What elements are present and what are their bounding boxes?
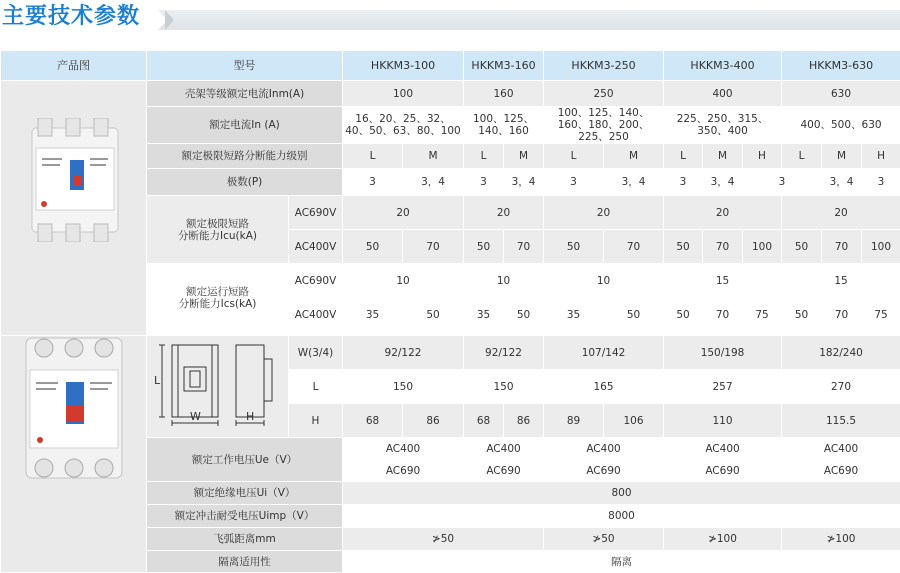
table-cell: 100、125、140、160	[464, 107, 544, 144]
ics-ac400-label: AC400V	[289, 298, 343, 332]
icu-ac400-label: AC400V	[289, 230, 343, 264]
table-cell: 3	[464, 169, 504, 196]
table-cell: AC400	[464, 438, 544, 460]
table-cell: 100、125、140、160、180、200、225、250	[544, 107, 664, 144]
table-cell: AC690	[782, 460, 900, 482]
table-cell: 20	[664, 196, 782, 230]
table-cell: 50	[782, 298, 822, 332]
table-cell: 70	[703, 230, 743, 264]
row-label-frame-current: 壳架等级额定电流Inm(A)	[147, 81, 343, 107]
table-cell: 50	[544, 230, 604, 264]
table-row	[1, 336, 900, 370]
table-cell: 50	[782, 230, 822, 264]
dimension-diagram	[150, 337, 286, 433]
table-cell: AC400	[343, 438, 464, 460]
table-cell: M	[703, 144, 743, 169]
header-model-1: HKKM3-100	[343, 51, 464, 81]
table-cell: 107/142	[544, 336, 664, 370]
table-cell: 35	[464, 298, 504, 332]
table-cell: 89	[544, 404, 604, 438]
table-cell: 3，4	[403, 169, 464, 196]
table-cell: 86	[403, 404, 464, 438]
table-cell: 35	[544, 298, 604, 332]
table-cell: 150	[343, 370, 464, 404]
table-cell: 15	[664, 264, 782, 298]
title-stripe	[158, 10, 900, 30]
header-product-image: 产品图	[1, 51, 147, 81]
table-cell: AC690	[544, 460, 664, 482]
icu-label-line1: 额定极限短路	[149, 218, 286, 230]
header-model: 型号	[147, 51, 343, 81]
table-cell: 110	[664, 404, 782, 438]
row-label-isolation: 隔离适用性	[147, 551, 343, 573]
table-cell: 100	[862, 230, 900, 264]
table-cell: 3	[862, 169, 900, 196]
table-cell: 20	[464, 196, 544, 230]
table-cell: 3	[544, 169, 604, 196]
table-cell: 10	[464, 264, 544, 298]
diagram-label-w: W	[190, 410, 201, 423]
table-cell: 92/122	[343, 336, 464, 370]
table-cell: 20	[782, 196, 900, 230]
table-cell: ≯50	[544, 528, 664, 551]
table-cell: 70	[403, 230, 464, 264]
table-cell: 165	[544, 370, 664, 404]
table-cell: AC690	[343, 460, 464, 482]
table-cell: 100	[743, 230, 782, 264]
table-cell: 160	[464, 81, 544, 107]
dim-l-label: L	[289, 370, 343, 404]
table-cell: L	[343, 144, 403, 169]
table-cell: 225、250、315、350、400	[664, 107, 782, 144]
row-label-breaking-level: 额定极限短路分断能力级别	[147, 144, 343, 169]
table-cell: 20	[544, 196, 664, 230]
title-chevron-2	[165, 10, 174, 30]
table-cell: 3，4	[822, 169, 862, 196]
icu-ac690-label: AC690V	[289, 196, 343, 230]
table-cell: L	[782, 144, 822, 169]
spec-table	[0, 50, 900, 573]
table-cell: 3	[343, 169, 403, 196]
row-label-rated-current: 额定电流In (A)	[147, 107, 343, 144]
dim-h-label: H	[289, 404, 343, 438]
table-cell: AC400	[782, 438, 900, 460]
table-cell: 8000	[343, 505, 900, 528]
ics-label-line1: 额定运行短路	[149, 286, 286, 298]
header-model-5: HKKM3-630	[782, 51, 900, 81]
table-cell: 35	[343, 298, 403, 332]
table-cell: L	[664, 144, 703, 169]
table-cell: 70	[504, 230, 544, 264]
table-cell: 15	[782, 264, 900, 298]
table-cell: 70	[703, 298, 743, 332]
diagram-label-h: H	[246, 410, 254, 423]
table-cell: 3	[743, 169, 822, 196]
row-label-rated-voltage: 额定工作电压Ue（V）	[147, 438, 343, 482]
table-cell: 150/198	[664, 336, 782, 370]
table-cell: 115.5	[782, 404, 900, 438]
dim-w-label: W(3/4)	[289, 336, 343, 370]
table-cell: AC400	[664, 438, 782, 460]
table-cell: ≯100	[664, 528, 782, 551]
row-label-impulse-voltage: 额定冲击耐受电压Uimp（V）	[147, 505, 343, 528]
table-cell: ≯50	[343, 528, 544, 551]
page-title: 主要技术参数	[2, 2, 140, 32]
row-label-insulation-voltage: 额定绝缘电压Ui（V）	[147, 482, 343, 505]
table-cell: 16、20、25、32、40、50、63、80、100	[343, 107, 464, 144]
table-cell: 70	[822, 230, 862, 264]
table-cell: 隔离	[343, 551, 900, 573]
table-cell: H	[743, 144, 782, 169]
table-cell: ≯100	[782, 528, 900, 551]
table-cell: 257	[664, 370, 782, 404]
table-cell: 800	[343, 482, 900, 505]
table-cell: 3	[664, 169, 703, 196]
header-model-3: HKKM3-250	[544, 51, 664, 81]
table-cell: 50	[664, 230, 703, 264]
table-cell: 182/240	[782, 336, 900, 370]
table-cell: 50	[604, 298, 664, 332]
product-photo-bottom	[22, 330, 126, 490]
table-cell: 20	[343, 196, 464, 230]
table-cell: 92/122	[464, 336, 544, 370]
table-cell: 50	[403, 298, 464, 332]
dimension-diagram-cell	[147, 336, 289, 438]
product-photo-top	[28, 118, 124, 246]
ics-ac690-label: AC690V	[289, 264, 343, 298]
table-cell: 400、500、630	[782, 107, 900, 144]
table-cell: 270	[782, 370, 900, 404]
table-cell: 50	[464, 230, 504, 264]
table-cell: M	[822, 144, 862, 169]
table-cell: 70	[822, 298, 862, 332]
row-label-poles: 极数(P)	[147, 169, 343, 196]
table-cell: M	[504, 144, 544, 169]
table-cell: AC400	[544, 438, 664, 460]
table-cell: 3，4	[604, 169, 664, 196]
table-cell: 150	[464, 370, 544, 404]
table-cell: L	[464, 144, 504, 169]
table-cell: 250	[544, 81, 664, 107]
row-label-icu	[147, 196, 289, 264]
table-cell: 400	[664, 81, 782, 107]
table-cell: 10	[544, 264, 664, 298]
table-cell: 70	[604, 230, 664, 264]
header-model-4: HKKM3-400	[664, 51, 782, 81]
title-bar	[0, 0, 900, 36]
diagram-label-l: L	[154, 374, 161, 387]
table-cell: M	[403, 144, 464, 169]
table-cell: H	[862, 144, 900, 169]
icu-label-line2: 分断能力Icu(kA)	[149, 230, 286, 242]
table-cell: 100	[343, 81, 464, 107]
table-cell: 10	[343, 264, 464, 298]
header-row	[1, 51, 900, 81]
table-cell: 3，4	[703, 169, 743, 196]
row-label-ics	[147, 264, 289, 332]
table-cell: 68	[464, 404, 504, 438]
table-cell: 50	[343, 230, 403, 264]
table-cell: AC690	[664, 460, 782, 482]
table-cell: 68	[343, 404, 403, 438]
table-row	[1, 81, 900, 107]
circuit-breaker-icon	[28, 118, 124, 242]
table-cell: 630	[782, 81, 900, 107]
circuit-breaker-large-icon	[22, 330, 126, 486]
table-cell: 50	[504, 298, 544, 332]
table-cell: AC690	[464, 460, 544, 482]
table-cell: 50	[664, 298, 703, 332]
table-cell: 75	[862, 298, 900, 332]
table-cell: L	[544, 144, 604, 169]
table-cell: 106	[604, 404, 664, 438]
table-cell: 86	[504, 404, 544, 438]
table-cell: 3，4	[504, 169, 544, 196]
table-cell: M	[604, 144, 664, 169]
ics-label-line2: 分断能力Ics(kA)	[149, 298, 286, 310]
table-cell: 75	[743, 298, 782, 332]
row-label-arc-distance: 飞弧距离mm	[147, 528, 343, 551]
header-model-2: HKKM3-160	[464, 51, 544, 81]
